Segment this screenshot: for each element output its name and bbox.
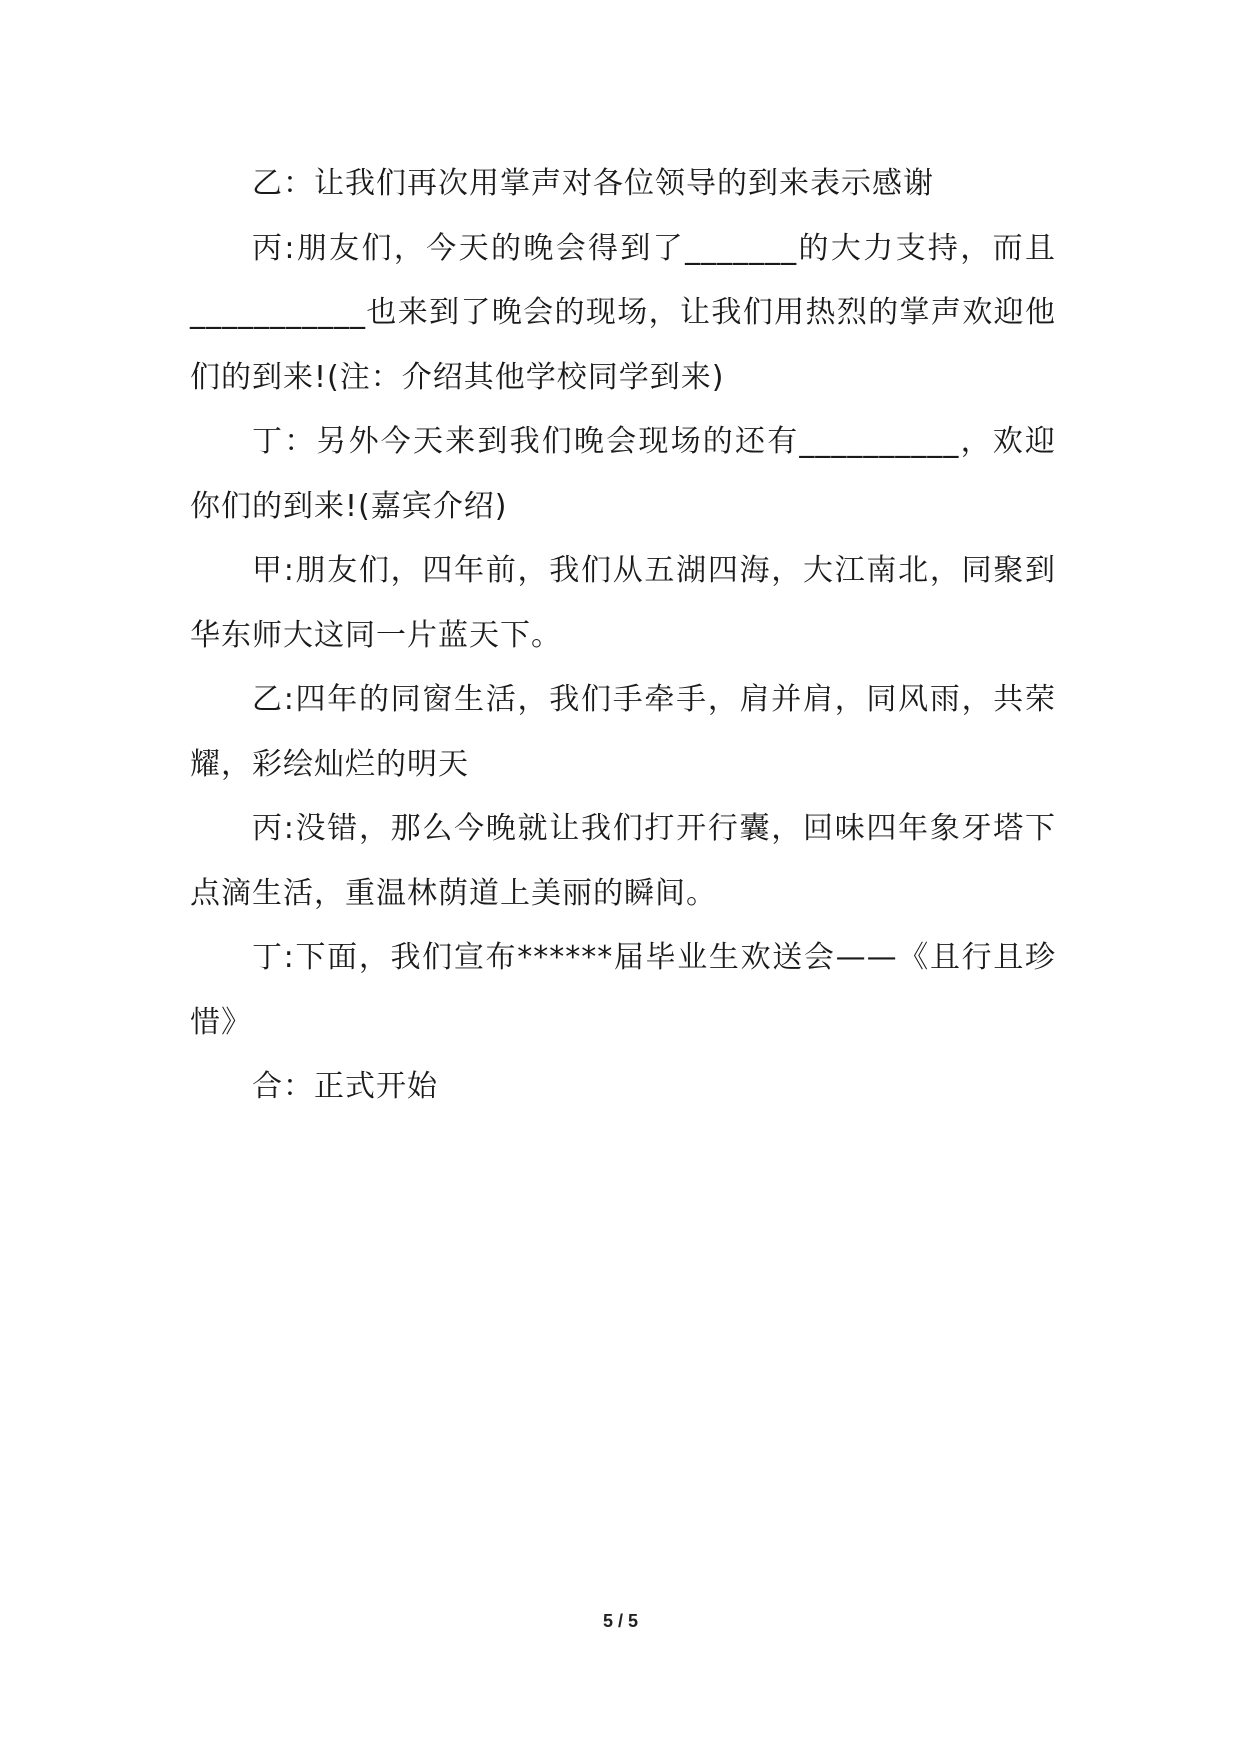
document-body bbox=[190, 152, 1056, 1120]
paragraph-yi-classmates: 乙:四年的同窗生活，我们手牵手，肩并肩，同风雨，共荣耀，彩绘灿烂的明天 bbox=[190, 682, 1056, 782]
paragraph-ding-guests: 丁：另外今天来到我们晚会现场的还有__________，欢迎你们的到来!(嘉宾介绍) bbox=[190, 424, 1056, 524]
paragraph-he-begin: 合：正式开始 bbox=[252, 1069, 438, 1104]
paragraph-bing-memories: 丙:没错，那么今晚就让我们打开行囊，回味四年象牙塔下点滴生活，重温林荫道上美丽的瞬间。 bbox=[190, 811, 1056, 911]
paragraph-jia-four-years: 甲:朋友们，四年前，我们从五湖四海，大江南北，同聚到华东师大这同一片蓝天下。 bbox=[190, 553, 1056, 653]
paragraph-ding-announce: 丁:下面，我们宣布******届毕业生欢送会——《且行且珍惜》 bbox=[190, 940, 1056, 1040]
paragraph-yi-thanks: 乙：让我们再次用掌声对各位领导的到来表示感谢 bbox=[252, 166, 934, 201]
page-number: 5 / 5 bbox=[602, 1611, 639, 1631]
paragraph-bing-support: 丙:朋友们，今天的晚会得到了_______的大力支持，而且___________也来到了晚会的现场，让我们用热烈的掌声欢迎他们的到来!(注：介绍其他学校同学到来) bbox=[190, 230, 1056, 395]
